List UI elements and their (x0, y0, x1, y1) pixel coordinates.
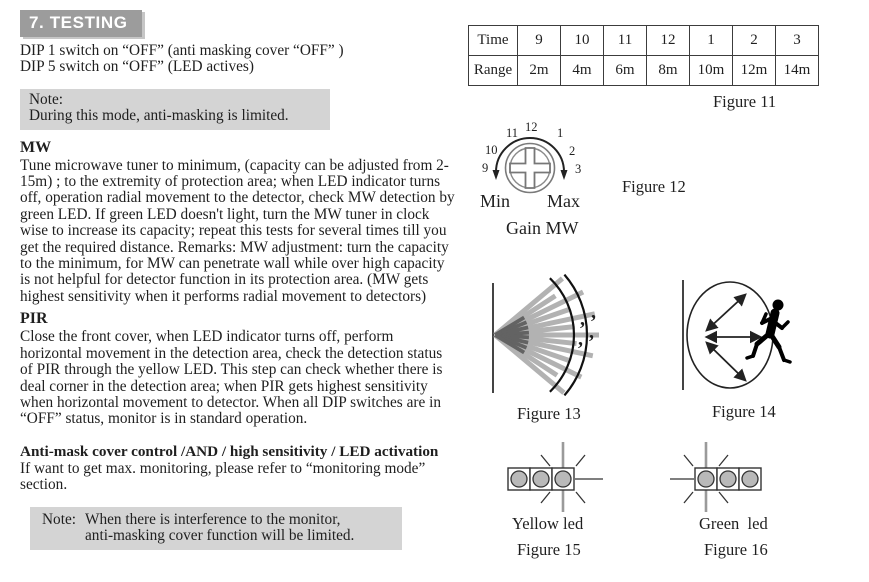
led-lamp (742, 471, 758, 487)
table-cell: 2m (518, 56, 561, 86)
led-row (695, 468, 761, 490)
gain-dial-figure (474, 114, 609, 239)
note2-line1: When there is interference to the monitor, (85, 510, 341, 528)
detection-zone-ellipse (687, 282, 773, 388)
note1-label: Note: (29, 90, 63, 108)
mw-heading: MW (20, 138, 52, 156)
dip1-line: DIP 1 switch on “OFF” (anti masking cover “OFF” ) (20, 42, 344, 59)
radial-arrows-icon (707, 295, 760, 380)
figure14-label: Figure 14 (712, 402, 776, 421)
table-cell: 10m (690, 56, 733, 86)
antimask-body: If want to get max. monitoring, please refer to “monitoring mode” section. (20, 459, 426, 494)
led-lamp (533, 471, 549, 487)
section-header: 7. TESTING (20, 10, 142, 37)
pir-heading: PIR (20, 310, 48, 328)
table-cell: 14m (776, 56, 819, 86)
dial-number: 1 (557, 126, 564, 140)
table-row (469, 56, 819, 86)
green-led-label: Green led (699, 514, 768, 533)
note-box-2 (30, 507, 402, 551)
time-range-table (468, 25, 819, 86)
svg-text:’: ’ (577, 338, 584, 360)
table-cell: 6m (604, 56, 647, 86)
note2-text (85, 512, 354, 545)
table-cell: 11 (604, 26, 647, 56)
table-cell: 12m (733, 56, 776, 86)
figure11-label: Figure 11 (713, 92, 777, 111)
radial-movement-figure (668, 272, 813, 402)
table-cell: 4m (561, 56, 604, 86)
dial-number: 2 (569, 144, 576, 158)
dial-min-label: Min (480, 191, 511, 211)
dial-number: 11 (506, 126, 519, 140)
figure13-label: Figure 13 (517, 404, 581, 423)
led-lamp (511, 471, 527, 487)
table-row (469, 26, 819, 56)
led-lamp-lit (698, 471, 714, 487)
mw-body: Tune microwave tuner to minimum, (capacity can be adjusted from 2-15m) ; to the extremity of protection area; when LED indicator turns off, operation radial movement to the detector, check MW detection by green LED. If green LED doesn't light, turn the MW tuner in clock wise to increase its capacity; repeat this tests for several times till you get the required distance. Remarks: MW adjustment: turn the capacity to the minimum, for MW can penetrate wall while over high capacity is not helpful for detector function in its protection area. (MW gets highest sensitivity when it performs radial movement to detectors) (20, 156, 455, 305)
table-cell: 3 (776, 26, 819, 56)
dial-number: 9 (482, 161, 489, 175)
dial-gain-label: Gain MW (506, 218, 579, 238)
table-row-header: Range (469, 56, 518, 86)
note2-label: Note: (42, 510, 76, 528)
led-lamp-lit (555, 471, 571, 487)
led-lamp (720, 471, 736, 487)
table-cell: 9 (518, 26, 561, 56)
note1-text: During this mode, anti-masking is limited. (29, 107, 289, 125)
dial-number: 12 (525, 120, 538, 134)
table-cell: 12 (647, 26, 690, 56)
table-row-header: Time (469, 26, 518, 56)
antimask-heading: Anti-mask cover control /AND / high sensitivity / LED activation (20, 442, 439, 460)
svg-text:’: ’ (579, 318, 586, 340)
dip-switch-block (20, 43, 458, 76)
pir-body: Close the front cover, when LED indicator turns off, perform horizontal movement in the detection area, check the detection status of PIR through the yellow LED. This step can check whether there is deal corner in the detection area; when PIR gets highest sensitivity when horizontal movement to detector. When all DIP switches are in “OFF” status, monitor is in standard operation. (20, 328, 443, 428)
arc-arrow-right-icon (561, 170, 568, 180)
dip5-line: DIP 5 switch on “OFF” (LED actives) (20, 58, 254, 76)
detection-fan-figure (480, 273, 630, 403)
green-led-figure (668, 438, 783, 516)
left-column (20, 10, 458, 550)
table-cell: 1 (690, 26, 733, 56)
note2-line2: anti-masking cover function will be limited. (85, 526, 355, 544)
dial-number: 3 (575, 162, 582, 176)
figure15-label: Figure 15 (517, 540, 581, 559)
table-cell: 10 (561, 26, 604, 56)
table-cell: 8m (647, 56, 690, 86)
yellow-led-figure (495, 438, 610, 516)
dial-number: 10 (485, 143, 498, 157)
dial-max-label: Max (547, 191, 580, 211)
walking-person-icon (747, 300, 790, 363)
led-row (508, 468, 574, 490)
figure16-label: Figure 16 (704, 540, 768, 559)
arc-arrow-left-icon (493, 170, 500, 180)
figure12-label: Figure 12 (622, 177, 686, 196)
yellow-led-label: Yellow led (512, 514, 584, 533)
svg-text:’: ’ (588, 331, 595, 353)
table-cell: 2 (733, 26, 776, 56)
note-box-1 (20, 89, 330, 130)
svg-text:’: ’ (590, 311, 597, 333)
